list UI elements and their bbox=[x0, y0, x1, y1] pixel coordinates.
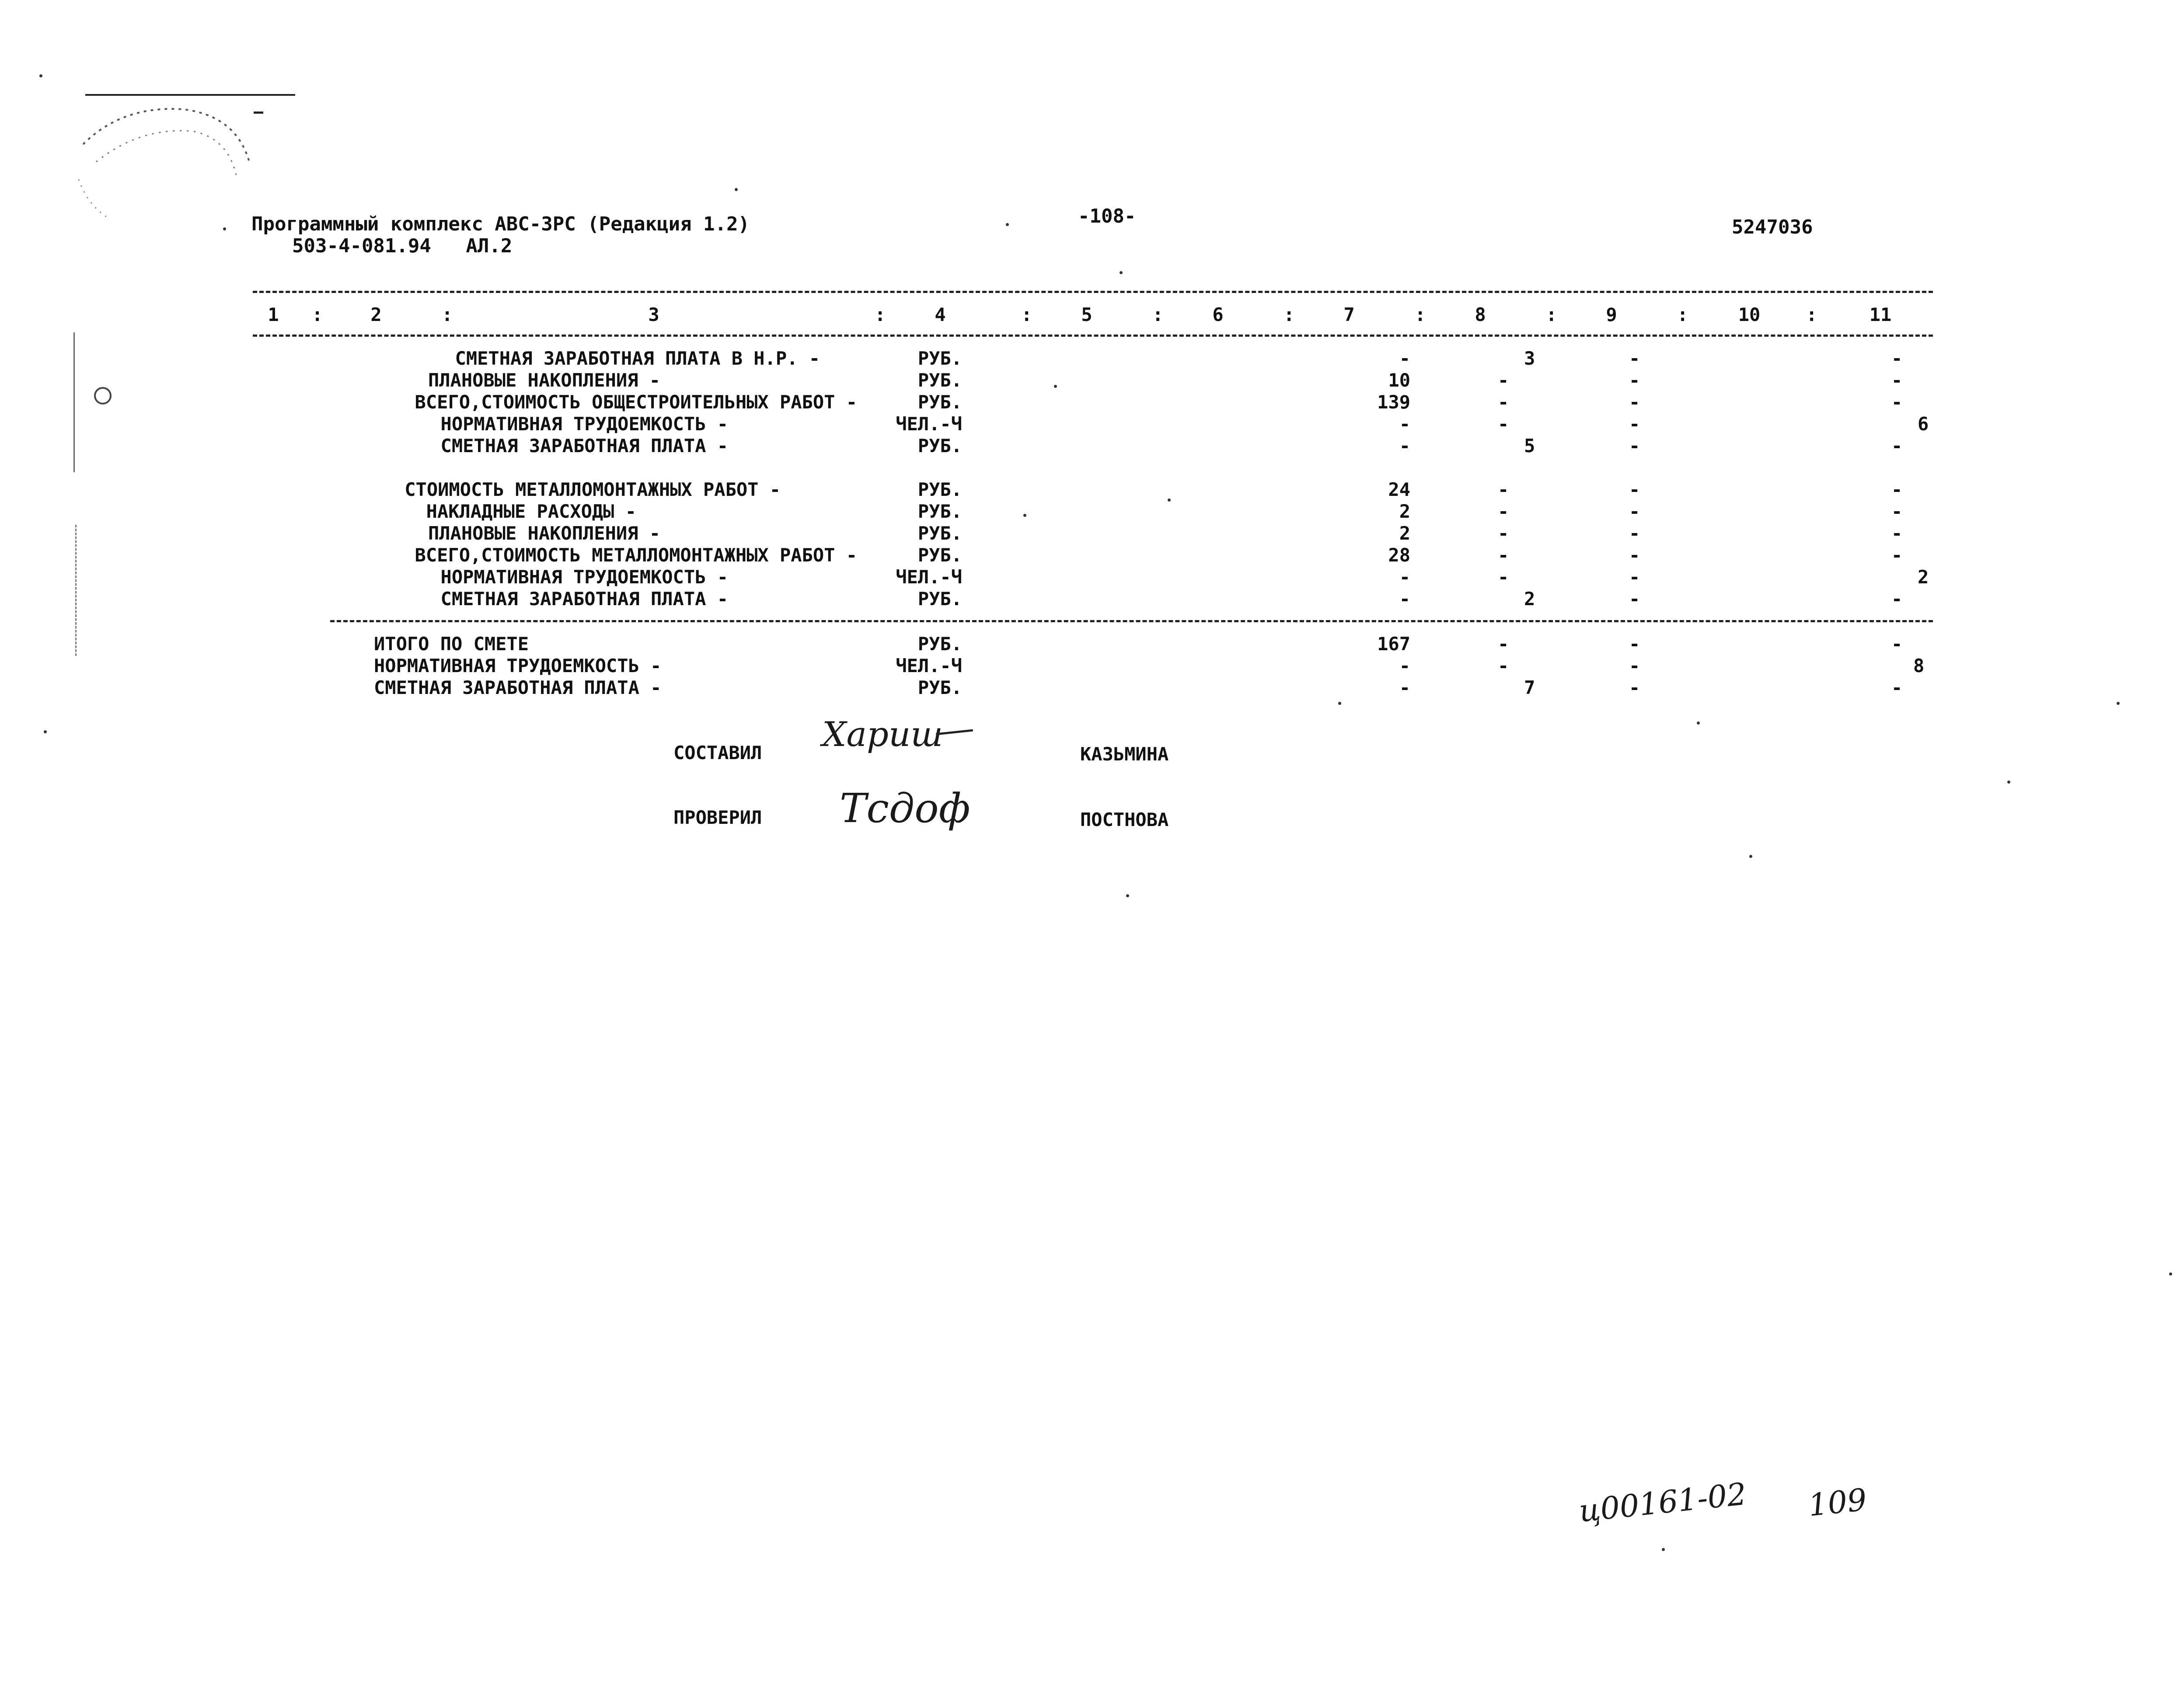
row-cell-c7: - bbox=[1399, 677, 1410, 698]
row-cell-c8: - bbox=[1498, 501, 1509, 522]
row-cell-c11: - bbox=[1891, 523, 1903, 544]
column-separator: : bbox=[875, 304, 886, 325]
row-cell-c11: - bbox=[1891, 391, 1903, 413]
compiled-name: КАЗЬМИНА bbox=[1080, 743, 1169, 765]
row-label: НАКЛАДНЫЕ РАСХОДЫ - bbox=[426, 501, 636, 522]
row-label: НОРМАТИВНАЯ ТРУДОЕМКОСТЬ - bbox=[374, 655, 662, 676]
speck bbox=[1023, 514, 1026, 517]
column-header-11: 11 bbox=[1869, 304, 1892, 325]
row-unit: ЧЕЛ.-Ч bbox=[896, 413, 962, 435]
row-cell-c11: - bbox=[1891, 479, 1903, 500]
row-cell-c7: 2 bbox=[1399, 501, 1410, 522]
row-cell-c11: 8 bbox=[1913, 655, 1925, 676]
page-number: -108- bbox=[1078, 205, 1136, 227]
row-cell-c7: - bbox=[1399, 435, 1410, 457]
row-cell-c11: - bbox=[1891, 501, 1903, 522]
row-cell-c9: - bbox=[1629, 479, 1640, 500]
row-cell-c8: - bbox=[1498, 566, 1509, 588]
row-cell-c9: - bbox=[1629, 391, 1640, 413]
row-unit: РУБ. bbox=[917, 348, 962, 369]
left-margin-line bbox=[75, 525, 77, 656]
row-unit: РУБ. bbox=[917, 588, 962, 610]
row-unit: ЧЕЛ.-Ч bbox=[896, 566, 962, 588]
left-margin-line bbox=[73, 332, 75, 472]
row-cell-c9: - bbox=[1629, 369, 1640, 391]
row-unit: РУБ. bbox=[917, 391, 962, 413]
document-number: 5247036 bbox=[1732, 216, 1813, 238]
row-cell-c8: - bbox=[1498, 523, 1509, 544]
column-header-1: 1 bbox=[268, 304, 279, 325]
handwritten-page-number: 109 bbox=[1807, 1481, 1869, 1523]
speck bbox=[223, 227, 226, 230]
row-cell-c7: - bbox=[1399, 588, 1410, 610]
column-header-4: 4 bbox=[935, 304, 946, 325]
row-label: СТОИМОСТЬ МЕТАЛЛОМОНТАЖНЫХ РАБОТ - bbox=[405, 479, 781, 500]
row-unit: РУБ. bbox=[917, 544, 962, 566]
row-label: НОРМАТИВНАЯ ТРУДОЕМКОСТЬ - bbox=[440, 566, 728, 588]
column-separator: : bbox=[1806, 304, 1817, 325]
row-unit: РУБ. bbox=[917, 435, 962, 457]
row-cell-c8: - bbox=[1498, 391, 1509, 413]
row-cell-c9: - bbox=[1629, 435, 1640, 457]
row-cell-c8: 3 bbox=[1524, 348, 1535, 369]
speck bbox=[1338, 702, 1341, 705]
column-separator: : bbox=[1284, 304, 1295, 325]
row-cell-c11: - bbox=[1891, 677, 1903, 698]
row-cell-c8: - bbox=[1498, 479, 1509, 500]
column-header-3: 3 bbox=[648, 304, 659, 325]
speck bbox=[735, 188, 738, 191]
speck bbox=[1697, 722, 1700, 725]
scan-artifact-line bbox=[85, 94, 295, 96]
row-cell-c9: - bbox=[1629, 523, 1640, 544]
row-unit: РУБ. bbox=[917, 369, 962, 391]
row-cell-c9: - bbox=[1629, 566, 1640, 588]
row-cell-c7: 24 bbox=[1388, 479, 1410, 500]
row-cell-c11: 2 bbox=[1918, 566, 1929, 588]
row-label: СМЕТНАЯ ЗАРАБОТНАЯ ПЛАТА - bbox=[374, 677, 662, 698]
column-header-8: 8 bbox=[1475, 304, 1486, 325]
row-cell-c11: - bbox=[1891, 633, 1903, 655]
speck bbox=[1168, 498, 1171, 502]
row-unit: РУБ. bbox=[917, 677, 962, 698]
column-separator: : bbox=[1152, 304, 1164, 325]
speck bbox=[44, 730, 47, 733]
row-label: СМЕТНАЯ ЗАРАБОТНАЯ ПЛАТА В Н.Р. - bbox=[455, 348, 820, 369]
speck bbox=[1054, 385, 1057, 388]
speck bbox=[2007, 781, 2010, 784]
table-header-rule bbox=[253, 335, 1933, 337]
column-separator: : bbox=[312, 304, 323, 325]
row-cell-c9: - bbox=[1629, 544, 1640, 566]
checked-signature: Тсдоф bbox=[840, 785, 970, 832]
row-unit: РУБ. bbox=[917, 523, 962, 544]
row-cell-c8: - bbox=[1498, 369, 1509, 391]
row-cell-c9: - bbox=[1629, 633, 1640, 655]
document-code: 503-4-081.94 АЛ.2 bbox=[292, 235, 513, 257]
row-cell-c7: 2 bbox=[1399, 523, 1410, 544]
row-cell-c11: - bbox=[1891, 544, 1903, 566]
row-cell-c11: - bbox=[1891, 369, 1903, 391]
row-cell-c7: - bbox=[1399, 413, 1410, 435]
row-cell-c9: - bbox=[1629, 655, 1640, 676]
column-separator: : bbox=[1415, 304, 1426, 325]
row-cell-c8: - bbox=[1498, 544, 1509, 566]
row-cell-c9: - bbox=[1629, 677, 1640, 698]
row-cell-c7: - bbox=[1399, 655, 1410, 676]
compiled-label: СОСТАВИЛ bbox=[673, 742, 762, 763]
speck bbox=[1126, 894, 1129, 897]
program-title: Программный комплекс АВС-3РС (Редакция 1.2) bbox=[251, 213, 750, 235]
column-header-6: 6 bbox=[1212, 304, 1224, 325]
punch-hole-icon bbox=[92, 385, 114, 407]
column-header-7: 7 bbox=[1343, 304, 1355, 325]
row-unit: ЧЕЛ.-Ч bbox=[896, 655, 962, 676]
row-cell-c7: - bbox=[1399, 566, 1410, 588]
speck bbox=[39, 74, 42, 77]
row-cell-c11: - bbox=[1891, 588, 1903, 610]
section-rule bbox=[330, 620, 1933, 622]
row-label: ВСЕГО,СТОИМОСТЬ МЕТАЛЛОМОНТАЖНЫХ РАБОТ - bbox=[415, 544, 857, 566]
checked-label: ПРОВЕРИЛ bbox=[673, 807, 762, 828]
speck bbox=[1662, 1548, 1665, 1551]
column-separator: : bbox=[1021, 304, 1032, 325]
checked-name: ПОСТНОВА bbox=[1080, 809, 1169, 830]
row-label: ПЛАНОВЫЕ НАКОПЛЕНИЯ - bbox=[428, 523, 660, 544]
speck bbox=[1006, 223, 1009, 226]
row-cell-c9: - bbox=[1629, 413, 1640, 435]
speck bbox=[2117, 702, 2120, 705]
row-cell-c8: - bbox=[1498, 413, 1509, 435]
row-cell-c11: - bbox=[1891, 348, 1903, 369]
column-header-9: 9 bbox=[1606, 304, 1617, 325]
speck bbox=[2169, 1272, 2172, 1276]
row-cell-c8: 7 bbox=[1524, 677, 1535, 698]
handwritten-code: ц00161-02 bbox=[1577, 1476, 1748, 1529]
row-cell-c7: 167 bbox=[1377, 633, 1410, 655]
row-unit: РУБ. bbox=[917, 633, 962, 655]
table-top-rule bbox=[253, 291, 1933, 293]
column-separator: : bbox=[1677, 304, 1688, 325]
row-label: ВСЕГО,СТОИМОСТЬ ОБЩЕСТРОИТЕЛЬНЫХ РАБОТ - bbox=[415, 391, 857, 413]
scan-artifact-stamp bbox=[70, 96, 258, 227]
column-header-2: 2 bbox=[370, 304, 382, 325]
row-label: СМЕТНАЯ ЗАРАБОТНАЯ ПЛАТА - bbox=[440, 435, 728, 457]
column-separator: : bbox=[1546, 304, 1557, 325]
row-cell-c7: 10 bbox=[1388, 369, 1410, 391]
row-unit: РУБ. bbox=[917, 479, 962, 500]
column-separator: : bbox=[442, 304, 453, 325]
row-cell-c7: - bbox=[1399, 348, 1410, 369]
row-unit: РУБ. bbox=[917, 501, 962, 522]
row-cell-c9: - bbox=[1629, 501, 1640, 522]
row-cell-c8: 5 bbox=[1524, 435, 1535, 457]
row-cell-c7: 28 bbox=[1388, 544, 1410, 566]
column-header-5: 5 bbox=[1081, 304, 1092, 325]
row-label: ИТОГО ПО СМЕТЕ bbox=[374, 633, 529, 655]
row-label: СМЕТНАЯ ЗАРАБОТНАЯ ПЛАТА - bbox=[440, 588, 728, 610]
compiled-signature: Хариш bbox=[822, 715, 943, 754]
row-cell-c8: - bbox=[1498, 655, 1509, 676]
row-cell-c9: - bbox=[1629, 588, 1640, 610]
row-label: ПЛАНОВЫЕ НАКОПЛЕНИЯ - bbox=[428, 369, 660, 391]
speck bbox=[1120, 271, 1123, 274]
row-label: НОРМАТИВНАЯ ТРУДОЕМКОСТЬ - bbox=[440, 413, 728, 435]
column-header-10: 10 bbox=[1738, 304, 1761, 325]
row-cell-c9: - bbox=[1629, 348, 1640, 369]
row-cell-c11: - bbox=[1891, 435, 1903, 457]
row-cell-c8: - bbox=[1498, 633, 1509, 655]
row-cell-c8: 2 bbox=[1524, 588, 1535, 610]
row-cell-c11: 6 bbox=[1918, 413, 1929, 435]
row-cell-c7: 139 bbox=[1377, 391, 1410, 413]
speck bbox=[1749, 855, 1752, 858]
